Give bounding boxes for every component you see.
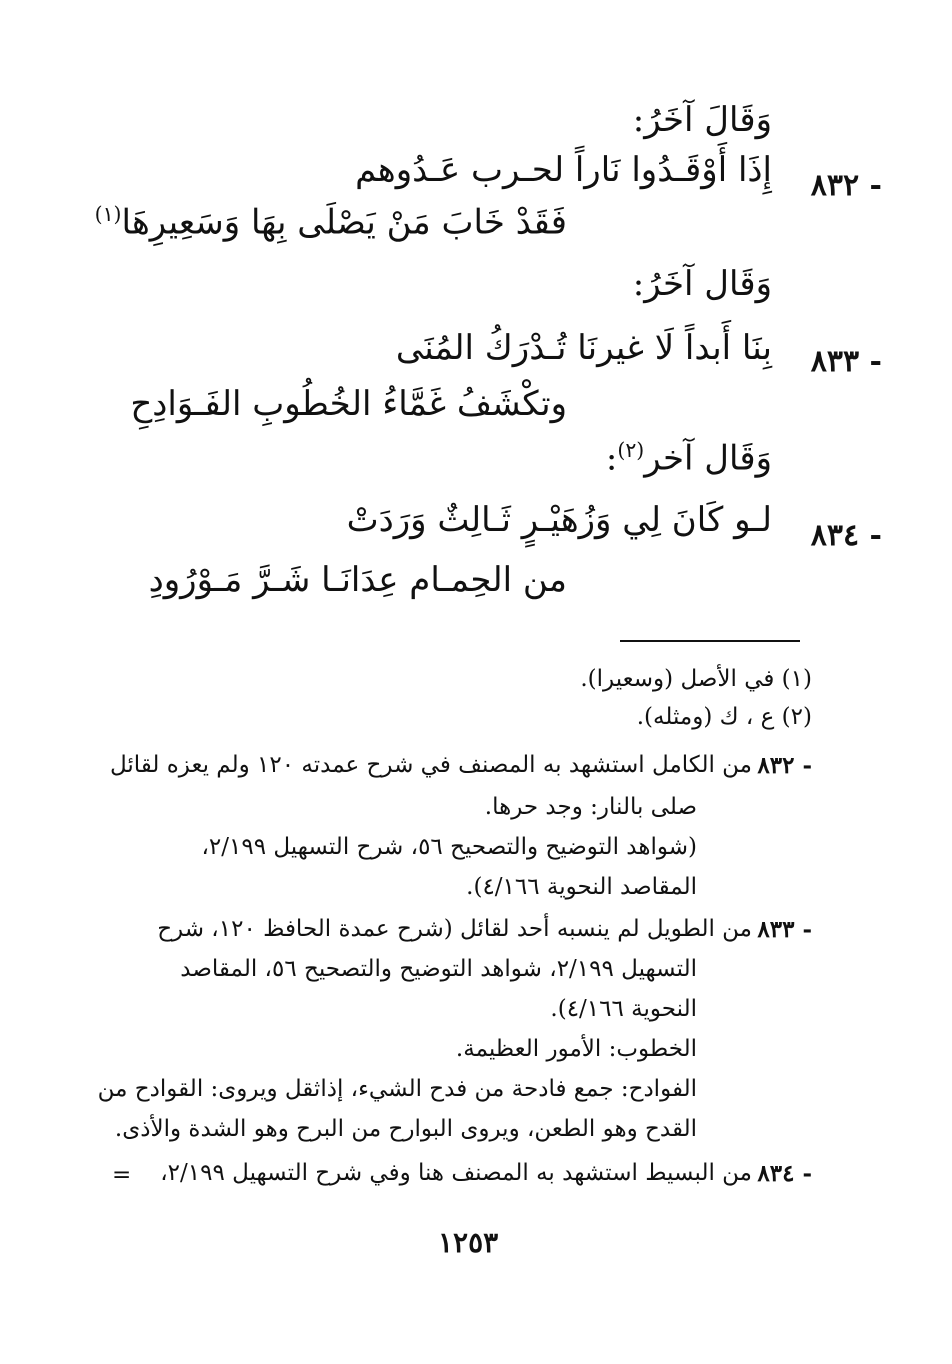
- verse-832-hemistich-1: إِذَا أَوْقَـدُوا نَاراً لحـرب عَـدُوهم: [355, 150, 772, 190]
- footnote-1: (١) في الأصل (وسعيرا).: [580, 666, 812, 692]
- note-833-number: ٨٣٣ -: [757, 916, 812, 943]
- footnote-separator: [620, 640, 800, 642]
- verse-833-intro: وَقَال آخَرُ:: [632, 264, 772, 304]
- note-833-line-4: الخطوب: الأمور العظيمة.: [455, 1036, 697, 1062]
- note-833-line-6: القدح وهو الطعن، ويروى البوارح من البرح وهو الشدة والأذى.: [114, 1116, 697, 1142]
- footnote-ref-2: (٢): [617, 438, 645, 462]
- note-834-continuation-mark: =: [112, 1162, 132, 1188]
- verse-834-hemistich-1: لـو كَانَ لِي وَزُهَيْـرٍ ثَـالِثٌ وَرَدَتْ: [346, 500, 772, 540]
- note-833-line-5: الفوادح: جمع فادحة من فدح الشيء، إذاثقل ويروى: القوادح من: [97, 1076, 697, 1102]
- verse-834-intro: [606, 438, 772, 478]
- verse-833-number: ٨٣٣ -: [810, 344, 882, 379]
- footnote-2: (٢) ع ، ك (ومثله).: [636, 704, 812, 730]
- verse-832-hemistich-2-text: فَقَدْ خَابَ مَنْ يَصْلَى بِهَا وَسَعِيرِهَا: [121, 202, 567, 243]
- note-833-line-2: التسهيل ٢/١٩٩، شواهد التوضيح والتصحيح ٥٦، المقاصد: [180, 956, 697, 982]
- note-832-line-2: صلى بالنار: وجد حرها.: [484, 794, 697, 820]
- verse-834-number: ٨٣٤ -: [810, 518, 882, 553]
- note-834-number: ٨٣٤ -: [757, 1160, 812, 1187]
- footnote-ref-1: (١): [94, 202, 122, 226]
- verse-834-intro-text: وَقَال آخر: [644, 438, 772, 479]
- verse-832-number: ٨٣٢ -: [810, 168, 882, 203]
- note-832-line-1: من الكامل استشهد به المصنف في شرح عمدته ١٢٠ ولم يعزه لقائل: [109, 752, 752, 778]
- note-832-line-3: (شواهد التوضيح والتصحيح ٥٦، شرح التسهيل ٢/١٩٩،: [201, 834, 697, 860]
- note-832-number: ٨٣٢ -: [757, 752, 812, 779]
- verse-832-intro: وَقَالَ آخَرُ:: [632, 100, 772, 140]
- note-834-line-1: من البسيط استشهد به المصنف هنا وفي شرح التسهيل ٢/١٩٩،: [160, 1160, 752, 1186]
- note-832-line-4: المقاصد النحوية ٤/١٦٦).: [466, 874, 697, 900]
- verse-833-hemistich-1: بِنَا أَبداً لَا غيرنَا تُـدْرَكُ المُنَى: [395, 328, 772, 368]
- note-833-line-3: النحوية ٤/١٦٦).: [550, 996, 697, 1022]
- note-833-line-1: من الطويل لم ينسبه أحد لقائل (شرح عمدة الحافظ ١٢٠، شرح: [157, 916, 752, 942]
- verse-832-hemistich-2: [95, 202, 567, 242]
- page-number: ١٢٥٣: [438, 1226, 499, 1259]
- verse-833-hemistich-2: وتكْشَفُ غَمَّاءُ الخُطُوبِ الفَـوَادِحِ: [130, 384, 567, 424]
- verse-834-intro-colon: :: [605, 438, 618, 479]
- verse-834-hemistich-2: من الحِمـام عِدَانَـا شَـرَّ مَـوْرُودِ: [148, 560, 567, 600]
